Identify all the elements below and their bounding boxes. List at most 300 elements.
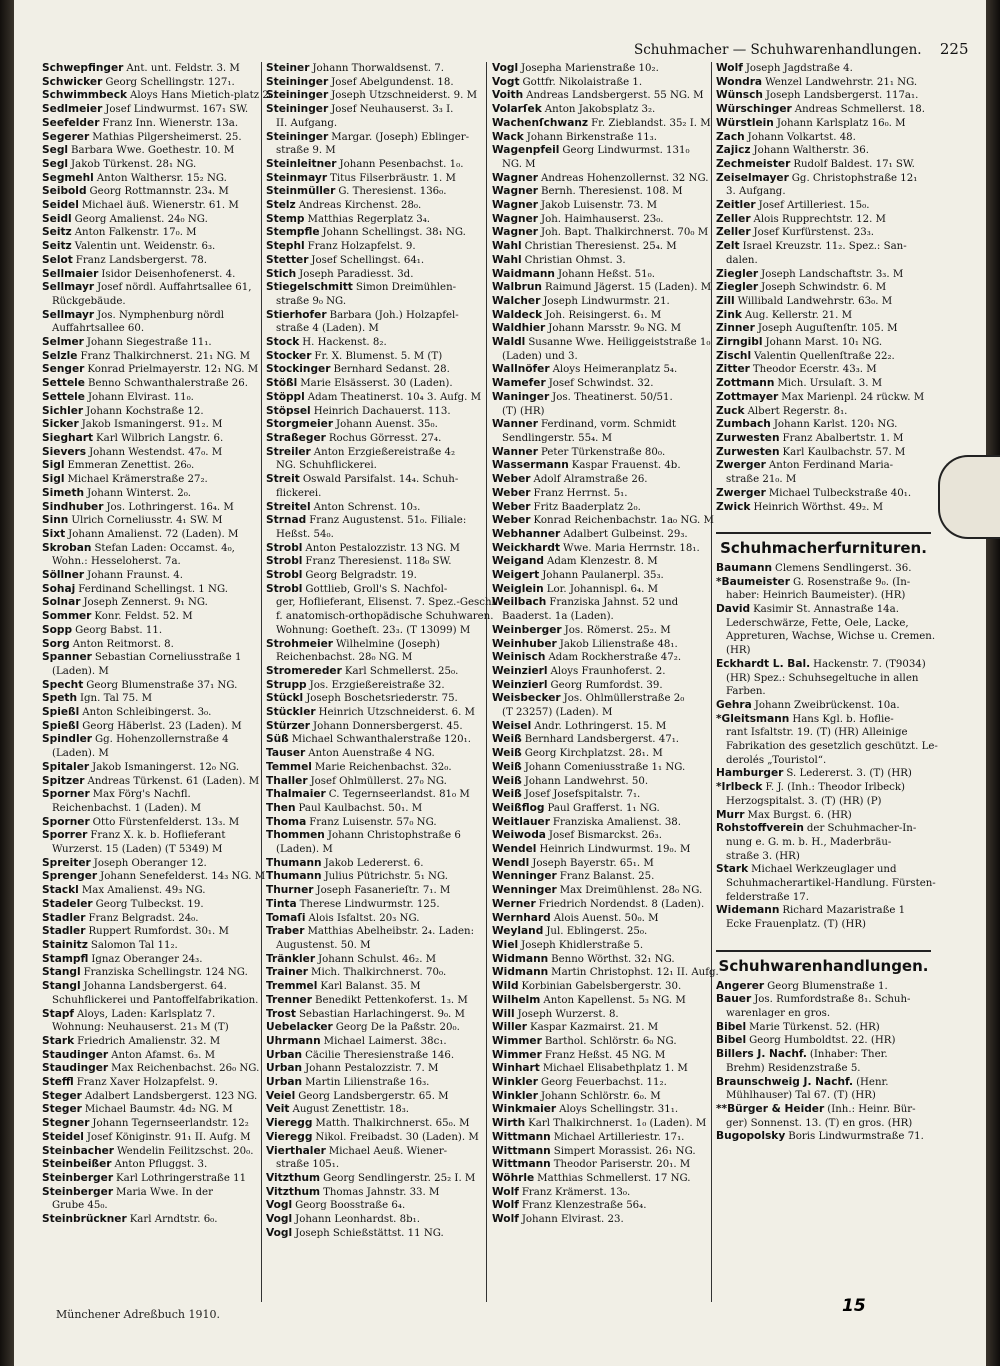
entry-surname: Weiß [492,788,522,801]
entry-surname: Vierthaler [266,1144,326,1157]
entry-surname: Steinleitner [266,157,337,170]
entry-details: Karl Lothringerstraße 11 [116,1172,247,1184]
directory-entry [266,487,484,501]
directory-entry [716,891,931,905]
directory-entry [42,76,258,90]
directory-entry [266,131,484,145]
directory-entry [492,144,710,158]
entry-surname: Streiler [266,445,311,458]
entry-details: Gg. Christophstraße 12₁ [791,172,918,184]
entry-details: (HR) Spez.: Schuhsegeltuche in allen [726,672,919,684]
entry-details: Johann Kochstraße 12. [86,405,204,417]
entry-surname: Steinmüller [266,185,336,198]
entry-surname: Speth [42,692,78,705]
entry-surname: Steininger [266,130,329,143]
entry-details: Wohn.: Hesseloherst. 7a. [52,556,181,568]
entry-surname: Stockinger [266,363,331,376]
entry-details: Simpert Morassist. 26₁ NG. [553,1145,696,1157]
entry-details: Johann Elvirast. 11₀. [87,391,194,403]
directory-entry [492,501,710,515]
directory-entry [266,829,484,843]
entry-surname: Solnar [42,596,81,609]
entry-details: Georg Belgradstr. 19. [305,570,417,582]
entry-surname: Stiegelschmitt [266,281,353,294]
entry-surname: Werner [492,897,536,910]
directory-entry [716,117,931,131]
entry-details: straße 21₀. M [726,474,797,486]
directory-entry [42,117,258,131]
entry-surname: Widmann [492,966,549,979]
entry-details: Michael Artilleriestr. 17₁. [553,1131,685,1143]
directory-entry [492,1008,710,1022]
entry-details: Georg Blumenstraße 1. [767,980,888,992]
directory-entry [716,391,931,405]
directory-entry [266,62,484,76]
entry-surname: Wild [492,980,519,993]
directory-entry [42,802,258,816]
entry-details: Anton Walthersr. 15₂ NG. [96,172,227,184]
directory-entry [716,672,931,686]
entry-details: Max Burgst. 6. (HR) [747,809,852,821]
entry-details: Georg Amalienst. 24₀ NG. [74,213,208,225]
entry-surname: Weigand [492,555,544,568]
entry-details: Otto Fürstenfelderst. 13₃. M [92,816,240,828]
entry-details: Richard Mazaristraße 1 [782,905,906,917]
entry-surname: Wahl [492,240,522,253]
entry-details: Schuhflickerei und Pantoffelfabrikation. [52,994,259,1006]
entry-surname: Sievers [42,445,87,458]
entry-surname: Widemann [716,904,780,917]
directory-entry [716,1034,931,1048]
directory-entry [42,528,258,542]
directory-entry [42,953,258,967]
furnituren-entries [716,561,938,932]
entry-details: Georg Rumfordst. 39. [550,679,663,691]
directory-entry [266,350,484,364]
entry-details: Franziska Amalienst. 38. [552,816,682,828]
directory-entry [42,158,258,172]
entry-surname: Webhanner [492,527,561,540]
entry-details: Georg Kirchplatzst. 28₁. M [524,748,663,760]
entry-details: felderstraße 17. [726,891,810,903]
directory-entry [266,966,484,980]
entry-surname: Urban [266,1062,303,1075]
entry-details: Franz Klenzestraße 56₄. [521,1200,647,1212]
directory-entry [42,966,258,980]
entry-surname: Wanner [492,418,538,431]
directory-entry [42,405,258,419]
entry-details: Joseph Oberanger 12. [93,857,207,869]
entry-surname: Billers J. Nachf. [716,1048,807,1061]
entry-details: Matthias Regerplatz 3₄. [307,213,431,225]
directory-entry [492,487,710,501]
directory-entry [42,651,258,665]
entry-surname: Weber [492,473,531,486]
entry-surname: Ziegler [716,267,759,280]
entry-details: Rudolf Baldest. 17₁ SW. [793,158,915,170]
entry-surname: Sellmaier [42,267,99,280]
directory-entry [716,918,931,932]
directory-entry [492,802,710,816]
directory-entry [716,836,931,850]
directory-entry [716,377,931,391]
directory-entry [266,391,484,405]
entry-details: Jakob Lilienstraße 48₁. [559,638,678,650]
entry-details: Joseph Lindwurmstr. 21. [543,295,670,307]
entry-surname: Bibel [716,1020,747,1033]
entry-details: Johann Tegernseerlandstr. 12₂ [92,1118,249,1130]
entry-surname: Zwick [716,500,751,513]
directory-entry [42,857,258,871]
directory-entry [42,131,258,145]
directory-entry [716,713,931,727]
entry-details: Georg Feuerbachst. 11₂. [540,1077,667,1089]
entry-surname: Stromereder [266,664,342,677]
entry-details: Konr. Feldst. 52. M [94,611,193,623]
entry-surname: Voith [492,89,524,102]
directory-entry [492,226,710,240]
entry-surname: Weilbach [492,596,547,609]
entry-surname: Skroban [42,541,92,554]
entry-details: Julius Pütrichstr. 5₁ NG. [324,871,448,883]
entry-details: Barbara (Joh.) Holzapfel- [329,309,459,321]
directory-entry [42,542,258,556]
directory-entry [716,740,938,754]
directory-entry [42,377,258,391]
directory-entry [716,1117,931,1131]
entry-details: Franz Xaver Holzapfelst. 9. [76,1077,218,1089]
entry-details: Fritz Baaderplatz 2₀. [533,501,641,513]
directory-entry [266,117,484,131]
entry-surname: Stemp [266,212,305,225]
entry-surname: Weisbecker [492,692,561,705]
entry-details: Stefan Laden: Occamst. 4₀, [94,542,235,554]
entry-surname: Sopp [42,623,73,636]
entry-surname: Sorg [42,637,70,650]
entry-details: Konrad Prielmayerstr. 12₁ NG. M [87,364,259,376]
directory-entry [716,226,931,240]
entry-surname: Specht [42,678,84,691]
directory-entry [492,870,710,884]
directory-entry [266,309,484,323]
entry-details: Johann Schulst. 46₂. M [318,953,437,965]
entry-details: Theodor Ecerstr. 43₃. M [752,364,877,376]
page-number: 225 [939,40,969,58]
entry-details: Willibald Landwehrstr. 63₀. M [737,295,893,307]
directory-entry [266,583,484,597]
directory-entry [42,692,258,706]
entry-details: Friedrich Nordendst. 8 (Laden). [538,898,705,910]
directory-entry [266,912,484,926]
entry-surname: Zeller [716,226,751,239]
entry-surname: Sicker [42,418,79,431]
entry-surname: Wachenſchwanz [492,116,589,129]
entry-details: Georg Rottmannstr. 23₄. M [89,186,229,198]
directory-entry [716,158,931,172]
entry-surname: Winkler [492,1089,538,1102]
entry-details: Johann Winterst. 2₀. [87,487,192,499]
entry-details: haber: Heinrich Baumeister). (HR) [726,590,906,602]
directory-entry [492,665,710,679]
directory-entry [492,679,710,693]
entry-details: Georg Blumenstraße 37₁ NG. [86,679,238,691]
entry-surname: Sieghart [42,431,94,444]
directory-entry [42,775,258,789]
entry-details: Franz Heßst. 45 NG. M [544,1049,666,1061]
directory-entry [716,754,931,768]
entry-surname: Seefelder [42,116,100,129]
directory-entry [42,994,258,1008]
entry-details: Marie Reichenbachst. 32₀. [314,761,452,773]
directory-entry [492,925,710,939]
entry-surname: Wolf [492,1213,519,1226]
entry-surname: Waldl [492,336,526,349]
entry-details: Karl Balanst. 35. M [320,981,421,993]
entry-details: Johann Zweibrückenst. 10a. [754,699,900,711]
directory-entry [42,747,258,761]
directory-entry [492,213,710,227]
entry-details: Konrad Reichenbachstr. 1a₀ NG. M [533,515,714,527]
entry-surname: Baumann [716,561,773,574]
directory-entry [492,1199,710,1213]
directory-entry [492,405,710,419]
directory-entry [716,405,931,419]
directory-entry [492,418,710,432]
entry-details: Benedikt Pettenkoferst. 1₃. M [314,994,468,1006]
entry-surname: Würstlein [716,116,774,129]
entry-details: Johann Senefelderst. 14₃ NG. M [100,871,266,883]
entry-surname: Streitel [266,500,311,513]
entry-surname: Weinberger [492,623,562,636]
directory-entry [266,843,484,857]
entry-surname: Sichler [42,404,84,417]
entry-details: Theodor Pariserstr. 20₁. M [553,1159,691,1171]
entry-surname: Stadeler [42,897,93,910]
directory-entry [716,980,931,994]
entry-surname: Wolf [492,1199,519,1212]
entry-surname: Strobl [266,582,303,595]
entry-details: Anton Schleibingerst. 3₀. [82,707,212,719]
entry-details: Cäcilie Theresienstraße 146. [305,1049,455,1061]
entry-surname: Zumbach [716,418,771,431]
directory-entry [42,1117,258,1131]
entry-details: Georg De la Paßstr. 20₀. [335,1022,460,1034]
entry-details: Josef nördl. Auffahrtsallee 61, [97,282,252,294]
directory-entry [716,630,936,644]
entry-details: Joseph Landsbergerst. 117a₁. [765,90,919,102]
entry-details: Heinrich Wörthst. 49₂. M [753,501,883,513]
entry-surname: Steinmayr [266,171,328,184]
entry-surname: Schwicker [42,75,103,88]
directory-entry [266,624,484,638]
directory-entry [266,1090,484,1104]
directory-entry [266,1035,484,1049]
entry-details: Valentin unt. Weidenstr. 6₃. [74,241,216,253]
entry-surname: Steger [42,1103,82,1116]
entry-details: Farben. [726,686,766,698]
entry-details: (HR) [726,645,751,657]
entry-details: Benno Wörthst. 32₁ NG. [551,953,675,965]
directory-entry [716,1062,931,1076]
entry-surname: Wolf [492,1185,519,1198]
directory-entry [492,898,710,912]
directory-entry [42,925,258,939]
entry-details: Jos. Rumfordstraße 8₁. Schuh- [754,994,911,1006]
entry-surname: Will [492,1007,515,1020]
entry-details: Franz Belgradst. 24₀. [88,912,199,924]
directory-entry [42,213,258,227]
entry-details: Johann Amalienst. 72 (Laden). M [68,528,239,540]
directory-entry [492,1186,710,1200]
entry-details: Johann Auenst. 35₀. [336,419,438,431]
entry-surname: Zink [716,308,742,321]
entry-surname: Wagner [492,185,538,198]
directory-entry [266,76,484,90]
directory-entry [492,624,710,638]
entry-surname: Wittmann [492,1144,551,1157]
directory-entry [716,822,931,836]
directory-entry [492,172,710,186]
directory-entry [266,172,484,186]
entry-details: Joseph Wurzerst. 8. [517,1008,619,1020]
entry-surname: Waldeck [492,308,543,321]
directory-entry [716,644,931,658]
entry-surname: Uhrmann [266,1034,321,1047]
entry-surname: Eckhardt L. Bal. [716,657,811,670]
entry-details: Schuhmacherartikel-Handlung. Fürsten- [726,878,936,890]
directory-entry [492,1145,710,1159]
entry-surname: Wagner [492,199,538,212]
directory-entry [492,747,710,761]
entry-details: Anton Kapellenst. 5₃ NG. M [543,994,686,1006]
entry-surname: Sixt [42,527,66,540]
entry-details: Jakob Luisenstr. 73. M [541,200,658,212]
directory-entry [42,884,258,898]
directory-entry [42,829,258,843]
directory-entry [492,939,710,953]
entry-surname: Weickhardt [492,541,561,554]
entry-surname: **Bürger & Heider [716,1102,825,1115]
directory-entry [716,76,931,90]
directory-entry [492,638,710,652]
entry-surname: Staudinger [42,1048,109,1061]
entry-details: Lor. Johannispl. 6₄. M [546,583,659,595]
entry-surname: Vogl [492,62,519,74]
entry-details: (T 23257) (Laden). M [502,707,613,719]
entry-details: Kaspar Kazmairst. 21. M [530,1022,659,1034]
entry-details: Christian Ohmst. 3. [524,254,626,266]
entry-details: Ferdinand Schellingst. 1 NG. [78,583,228,595]
directory-entry [266,870,484,884]
entry-surname: Wolf [716,62,743,74]
entry-details: (T) (HR) [502,405,545,417]
entry-details: Bernhard Sedanst. 28. [333,364,450,376]
entry-details: Matth. Thalkirchnerst. 65₀. M [315,1118,470,1130]
entry-details: Karl Arndtstr. 6₀. [129,1214,218,1226]
directory-entry [492,692,710,706]
entry-details: Matthias Schmellerst. 17 NG. [537,1172,691,1184]
entry-surname: Wanner [492,445,538,458]
directory-entry [716,268,931,282]
entry-details: Johann Donnersbergerst. 45. [313,720,463,732]
entry-surname: Wallnöfer [492,363,550,376]
directory-entry [266,1021,484,1035]
directory-entry [492,788,710,802]
entry-surname: Spindler [42,733,93,746]
entry-surname: Wenninger [492,870,557,883]
directory-entry [492,336,710,350]
entry-surname: Stark [716,863,749,876]
entry-surname: Steiner [266,62,310,74]
entry-surname: Spitaler [42,760,90,773]
section-rule [716,950,931,952]
entry-surname: Zajicz [716,144,751,157]
directory-entry [716,363,931,377]
directory-entry [266,706,484,720]
directory-entry [266,268,484,282]
entry-details: Johann Waltherstr. 36. [753,145,869,157]
entry-details: Max Förg's Nachfl. [92,789,191,801]
directory-entry [492,1117,710,1131]
entry-surname: *Irlbeck [716,781,763,794]
entry-details: Michael Baumstr. 4d₂ NG. M [84,1104,233,1116]
entry-surname: Wondra [716,75,763,88]
entry-details: der Schuhmacher-In- [806,823,917,835]
entry-surname: Wagner [492,226,538,239]
entry-surname: Winhart [492,1062,540,1075]
directory-entry [492,706,710,720]
entry-surname: Thoma [266,815,307,828]
entry-surname: Söllner [42,569,85,582]
directory-entry [42,1090,258,1104]
entry-details: Jakob Ledererst. 6. [324,857,424,869]
entry-details: C. Tegernseerlandst. 81₀ M [328,789,470,801]
directory-entry [266,89,484,103]
entry-surname: Thalmaier [266,788,326,801]
directory-entry [266,816,484,830]
entry-surname: Urban [266,1048,303,1061]
entry-details: Alois Auenst. 50₀. M [553,912,659,924]
entry-surname: Sindhuber [42,500,104,513]
entry-details: Joseph Landschaftstr. 3₃. M [761,268,904,280]
entry-surname: Strobl [266,569,303,582]
directory-entry [492,185,710,199]
column-2 [266,62,499,1240]
directory-entry [716,562,931,576]
directory-entry [42,733,258,747]
entry-details: Michael Laimerst. 38c₁. [323,1035,447,1047]
entry-details: dalen. [726,254,758,266]
entry-details: (Laden). M [276,844,333,856]
entry-surname: Seidel [42,199,79,212]
entry-details: Reichenbachst. 28₀ NG. M [276,652,413,664]
entry-details: Georg Boosstraße 6₄. [295,1200,406,1212]
entry-details: (Henr. [856,1076,889,1088]
directory-entry [716,487,931,501]
header-title: Schuhmacher — Schuhwarenhandlungen. [634,42,922,58]
entry-surname: Sigl [42,473,65,486]
entry-details: Karl Thalkirchnerst. 1₀ (Laden). M [528,1118,707,1130]
directory-entry [266,692,484,706]
directory-entry [266,473,484,487]
entry-surname: Murr [716,808,745,821]
directory-entry [42,816,258,830]
directory-entry [716,1130,931,1144]
entry-details: Georg Schellingstr. 127₁. [105,76,235,88]
entry-details: Bernhard Landsbergerst. 47₁. [524,734,680,746]
directory-entry [716,254,931,268]
directory-entry [42,281,258,295]
